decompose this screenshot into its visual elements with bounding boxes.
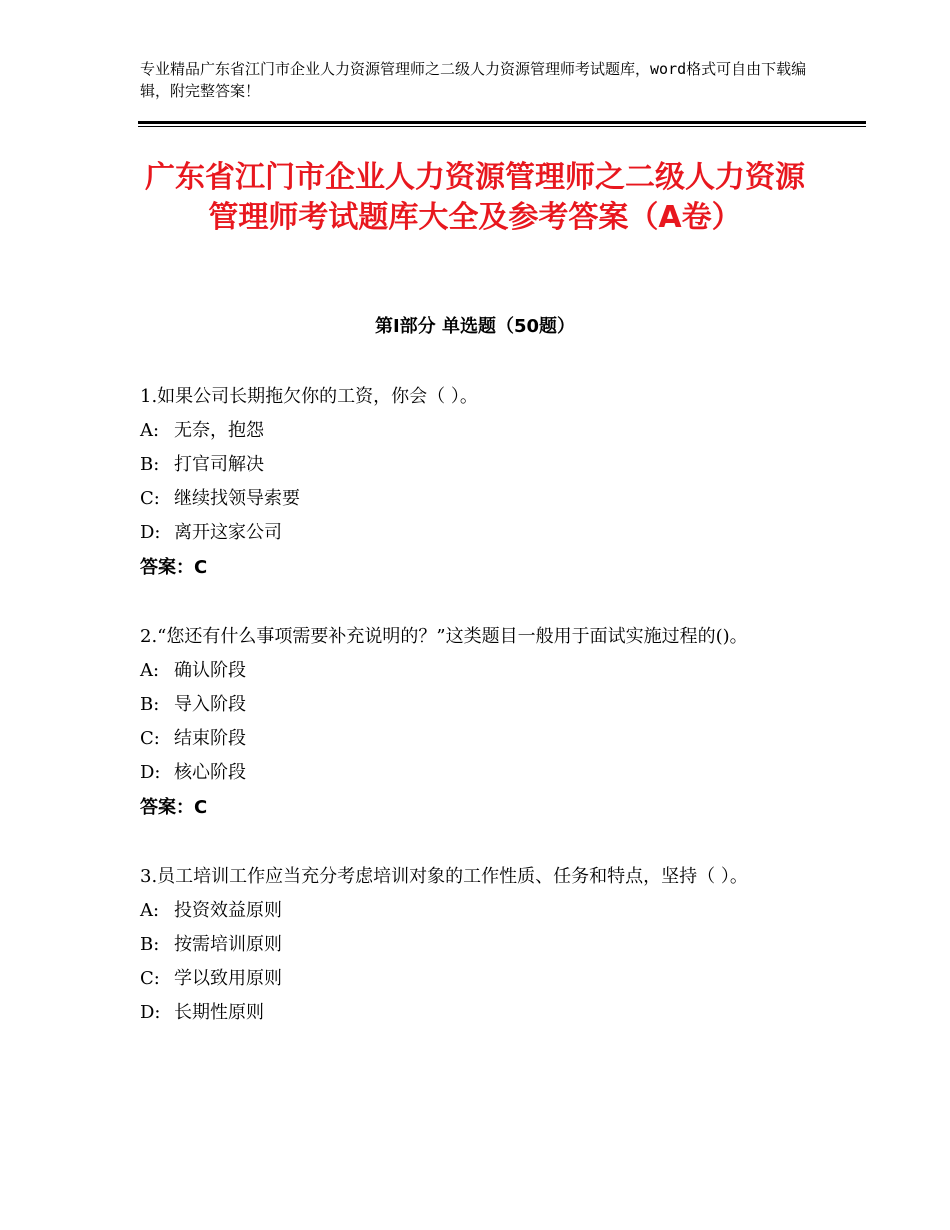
option-text: 结束阶段 [174,728,246,749]
option-text: 离开这家公司 [174,522,282,543]
option-a [140,414,810,448]
option-letter: B: [140,934,160,955]
option-letter: D: [140,522,161,543]
answer-label: 答案：C [140,557,208,578]
question-1 [140,380,810,586]
question-text: 2.“您还有什么事项需要补充说明的？”这类题目一般用于面试实施过程的()。 [140,626,748,647]
option-text: 确认阶段 [174,660,246,681]
section-title: 第Ⅰ部分 单选题（50题） [374,316,575,337]
option-text: 继续找领导索要 [174,488,300,509]
question-3 [140,860,810,1030]
header-divider-thick [138,121,866,124]
option-b [140,928,810,962]
question-list [140,380,810,1064]
answer-label: 答案：C [140,797,208,818]
option-d [140,516,810,550]
question-text: 3.员工培训工作应当充分考虑培训对象的工作性质、任务和特点，坚持（ ）。 [140,866,748,887]
question-text: 1.如果公司长期拖欠你的工资，你会（ ）。 [140,386,478,407]
option-letter: A: [140,900,160,921]
option-d [140,756,810,790]
option-text: 核心阶段 [174,762,246,783]
header-note: 专业精品广东省江门市企业人力资源管理师之二级人力资源管理师考试题库，word格式可自由下载编辑，附完整答案！ [140,60,807,100]
option-text: 学以致用原则 [174,968,282,989]
option-d [140,996,810,1030]
option-letter: B: [140,454,160,475]
option-text: 导入阶段 [174,694,246,715]
option-c [140,722,810,756]
option-letter: D: [140,762,161,783]
option-text: 按需培训原则 [174,934,282,955]
option-text: 投资效益原则 [174,900,282,921]
question-2 [140,620,810,826]
header-divider-thin [138,126,866,127]
option-a [140,654,810,688]
option-text: 打官司解决 [174,454,264,475]
option-text: 无奈，抱怨 [174,420,264,441]
option-letter: C: [140,728,160,749]
option-text: 长期性原则 [174,1002,264,1023]
option-letter: C: [140,968,160,989]
option-letter: A: [140,420,160,441]
option-letter: A: [140,660,160,681]
document-title: 广东省江门市企业人力资源管理师之二级人力资源管理师考试题库大全及参考答案（A卷） [145,160,805,235]
option-letter: D: [140,1002,161,1023]
option-b [140,688,810,722]
option-letter: C: [140,488,160,509]
option-c [140,482,810,516]
option-b [140,448,810,482]
option-c [140,962,810,996]
option-a [140,894,810,928]
option-letter: B: [140,694,160,715]
